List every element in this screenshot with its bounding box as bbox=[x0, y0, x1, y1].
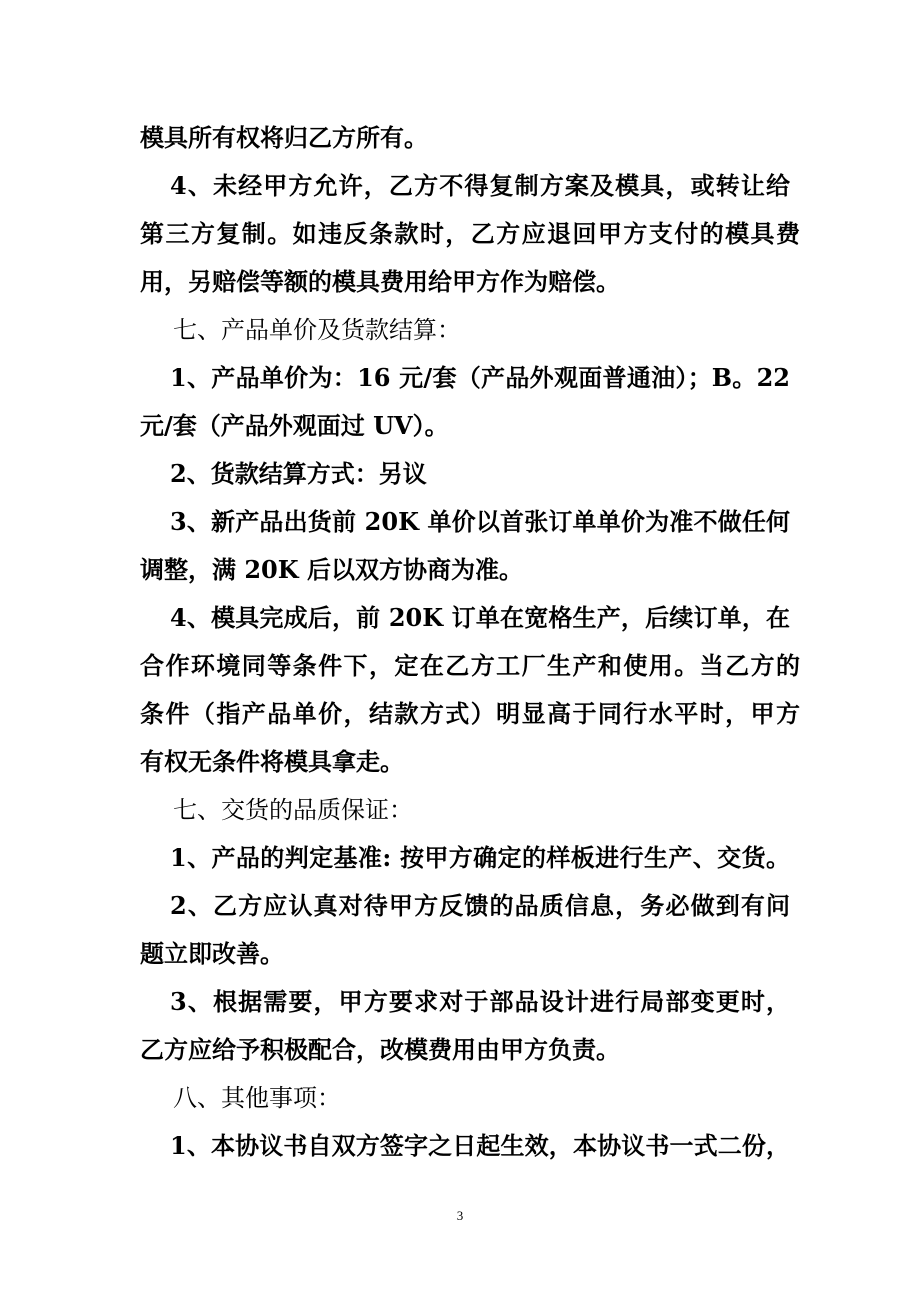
text-line: 元/套（产品外观面过 UV）。 bbox=[140, 411, 449, 440]
text-line: 第三方复制。如违反条款时，乙方应退回甲方支付的模具费 bbox=[140, 219, 800, 248]
text-line: 乙方应给予积极配合，改模费用由甲方负责。 bbox=[140, 1035, 620, 1064]
text-line: 题立即改善。 bbox=[140, 939, 284, 968]
text-line: 调整，满 20K 后以双方协商为准。 bbox=[140, 555, 523, 584]
text-line: 4、未经甲方允许，乙方不得复制方案及模具，或转让给 bbox=[170, 171, 790, 200]
text-line: 1、产品单价为：16 元/套（产品外观面普通油）；B。22 bbox=[170, 363, 790, 392]
text-line: 2、货款结算方式：另议 bbox=[170, 459, 427, 488]
text-line: 1、本协议书自双方签字之日起生效，本协议书一式二份， bbox=[170, 1131, 790, 1160]
text-line: 有权无条件将模具拿走。 bbox=[140, 747, 404, 776]
section-heading: 七、交货的品质保证： bbox=[173, 796, 413, 824]
section-heading: 八、其他事项： bbox=[173, 1084, 341, 1112]
text-line: 合作环境同等条件下，定在乙方工厂生产和使用。当乙方的 bbox=[140, 651, 800, 680]
text-line: 用，另赔偿等额的模具费用给甲方作为赔偿。 bbox=[140, 267, 620, 296]
text-line: 模具所有权将归乙方所有。 bbox=[140, 123, 428, 152]
text-line: 1、产品的判定基准: 按甲方确定的样板进行生产、交货。 bbox=[170, 843, 790, 872]
text-line: 3、新产品出货前 20K 单价以首张订单单价为准不做任何 bbox=[170, 507, 790, 536]
section-heading: 七、产品单价及货款结算： bbox=[173, 316, 461, 344]
text-line: 2、乙方应认真对待甲方反馈的品质信息，务必做到有问 bbox=[170, 891, 790, 920]
page-number: 3 bbox=[456, 1208, 464, 1223]
text-line: 3、根据需要，甲方要求对于部品设计进行局部变更时， bbox=[170, 987, 790, 1016]
text-line: 条件（指产品单价，结款方式）明显高于同行水平时，甲方 bbox=[140, 699, 800, 728]
text-line: 4、模具完成后，前 20K 订单在宽格生产，后续订单，在 bbox=[170, 603, 790, 632]
